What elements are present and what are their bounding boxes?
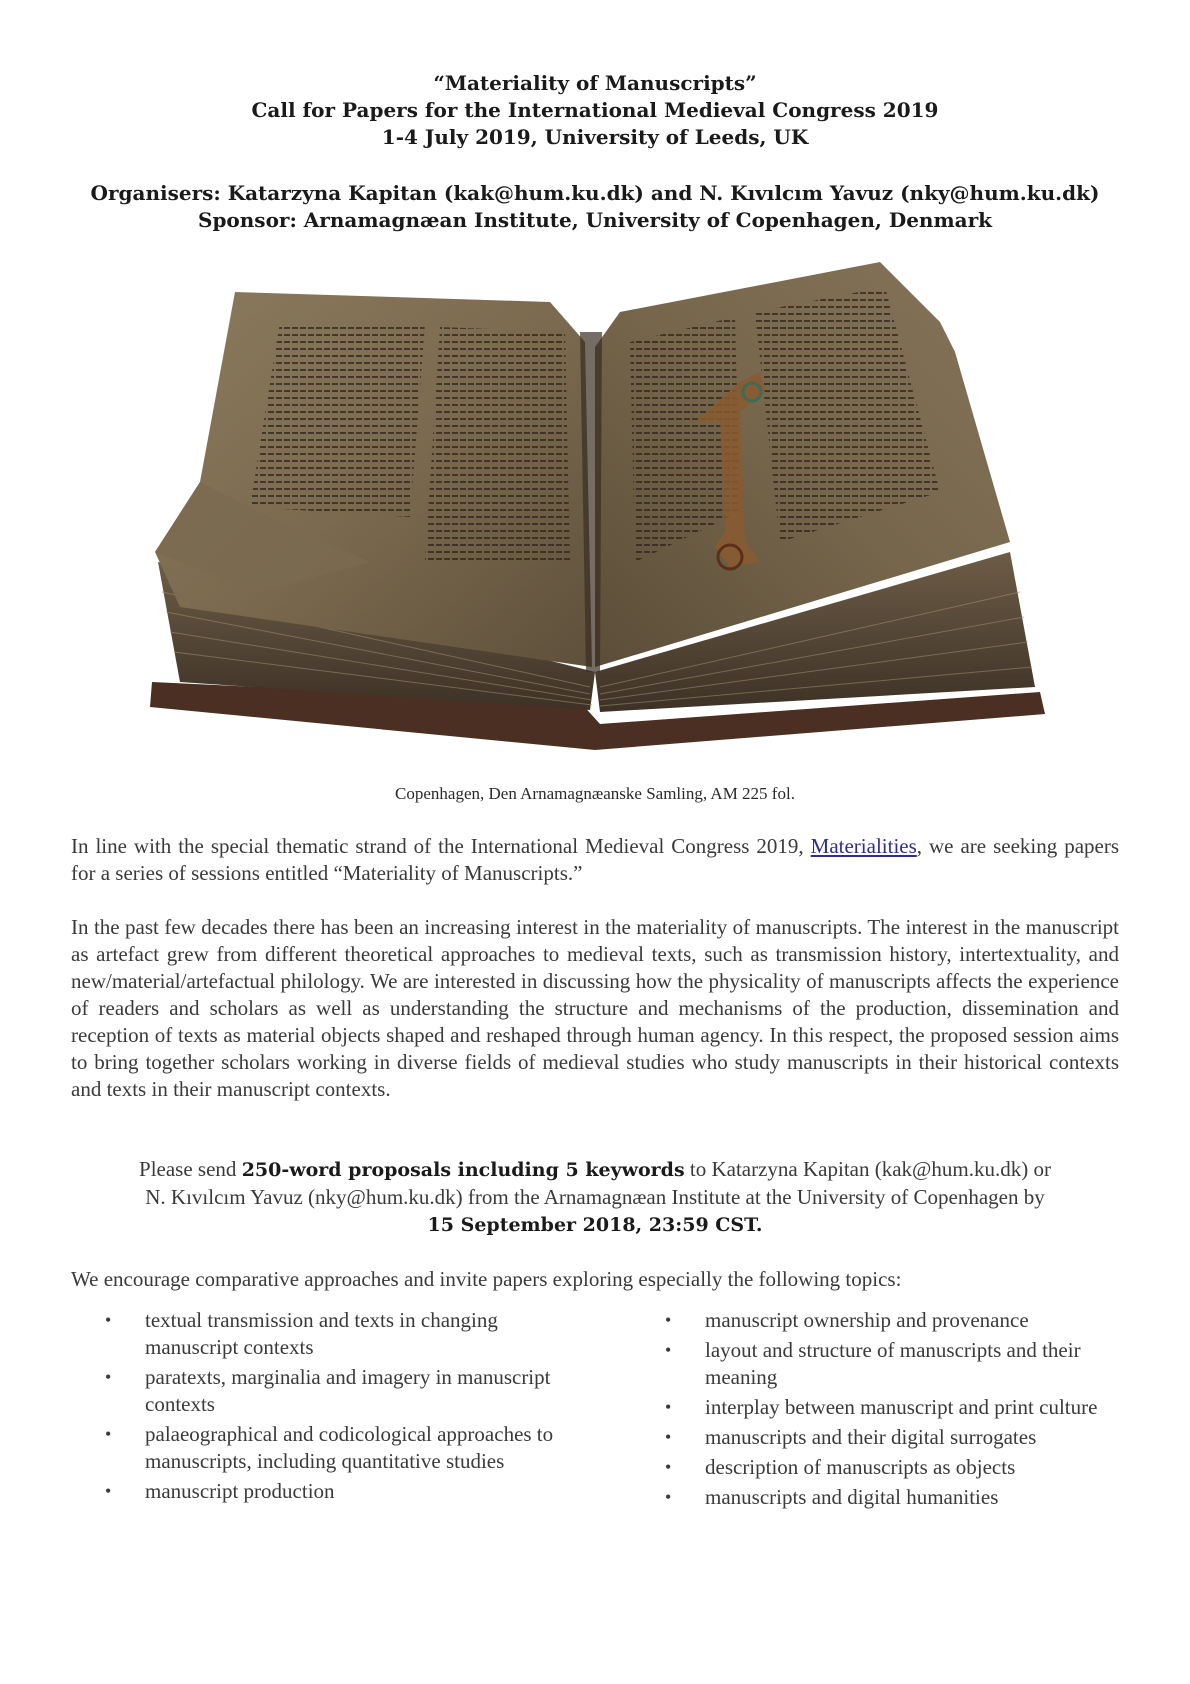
sponsor-line: Sponsor: Arnamagnæan Institute, University of Copenhagen, Denmark (198, 208, 992, 232)
bullet-icon: • (665, 1310, 672, 1330)
submission-line-2: N. Kıvılcım Yavuz (nky@hum.ku.dk) from the Arnamagnæan Institute at the University of Copenhagen by (145, 1185, 1045, 1209)
submission-prefix: Please send (139, 1157, 242, 1181)
topic-text: palaeographical and codicological approaches to manuscripts, including quantitative studies (145, 1422, 554, 1473)
submission-line-1 (60, 1156, 1130, 1184)
list-item (665, 1307, 1105, 1334)
bullet-icon: • (665, 1427, 672, 1447)
topic-text: textual transmission and texts in changing manuscript contexts (145, 1308, 498, 1359)
list-item (665, 1394, 1105, 1421)
submission-deadline (60, 1211, 1130, 1239)
submission-block (60, 1156, 1130, 1239)
bullet-icon: • (665, 1397, 672, 1417)
topic-text: manuscript ownership and provenance (705, 1308, 1029, 1332)
body-paragraph: In the past few decades there has been an increasing interest in the materiality of manuscripts. The interest in the manuscript as artefact grew from different theoretical approaches to medieval texts, such as transmission history, intertextuality, and new/material/artefactual philology. We are interested in discussing how the physicality of manuscripts affects the experience of readers and scholars as well as understanding the structure and mechanisms of the production, dissemination and reception of texts as material objects shaped and reshaped through human agency. In this respect, the proposed session aims to bring together scholars working in diverse fields of medieval studies who study manuscripts in their historical contexts and texts in their manuscript contexts. (71, 915, 1119, 1101)
bullet-icon: • (105, 1367, 112, 1387)
topic-text: manuscript production (145, 1479, 335, 1503)
bullet-icon: • (105, 1310, 112, 1330)
list-item (665, 1337, 1105, 1391)
list-item (105, 1364, 575, 1418)
topic-text: manuscripts and digital humanities (705, 1485, 999, 1509)
title-line: “Materiality of Manuscripts” (433, 71, 757, 95)
topics-list-right (665, 1307, 1105, 1514)
intro-paragraph (71, 833, 1119, 887)
submission-suffix: to Katarzyna Kapitan (kak@hum.ku.dk) or (684, 1157, 1051, 1181)
subtitle-line: Call for Papers for the International Medieval Congress 2019 (251, 98, 939, 122)
topics-intro: We encourage comparative approaches and invite papers exploring especially the following topics: (71, 1267, 902, 1291)
intro-text-after: , we are seeking papers for a series of sessions entitled “Materiality of Manuscripts.” (71, 834, 1119, 885)
bullet-icon: • (665, 1457, 672, 1477)
manuscript-image (140, 262, 1050, 762)
image-caption: Copenhagen, Den Arnamagnæanske Samling, AM 225 fol. (395, 784, 795, 803)
deadline-text: 15 September 2018, 23:59 CST. (427, 1214, 763, 1236)
topic-text: layout and structure of manuscripts and their meaning (705, 1338, 1081, 1389)
list-item (665, 1454, 1105, 1481)
topic-text: interplay between manuscript and print culture (705, 1395, 1098, 1419)
list-item (665, 1484, 1105, 1511)
list-item (665, 1424, 1105, 1451)
list-item (105, 1421, 575, 1475)
open-book-illustration (140, 262, 1050, 762)
bullet-icon: • (105, 1424, 112, 1444)
topics-list-left (105, 1307, 575, 1508)
title-block (60, 70, 1130, 151)
organisers-block (60, 180, 1130, 234)
list-item (105, 1478, 575, 1505)
topic-text: paratexts, marginalia and imagery in manuscript contexts (145, 1365, 551, 1416)
bullet-icon: • (105, 1481, 112, 1501)
bullet-icon: • (665, 1340, 672, 1360)
organisers-line: Organisers: Katarzyna Kapitan (kak@hum.ku.dk) and N. Kıvılcım Yavuz (nky@hum.ku.dk) (90, 181, 1100, 205)
bullet-icon: • (665, 1487, 672, 1507)
submission-requirement: 250-word proposals including 5 keywords (241, 1159, 685, 1181)
date-location-line: 1-4 July 2019, University of Leeds, UK (381, 125, 809, 149)
topic-text: manuscripts and their digital surrogates (705, 1425, 1037, 1449)
intro-text-before: In line with the special thematic strand of the International Medieval Congress 2019, (71, 834, 811, 858)
materialities-link[interactable]: Materialities (810, 834, 917, 858)
list-item (105, 1307, 575, 1361)
topic-text: description of manuscripts as objects (705, 1455, 1016, 1479)
